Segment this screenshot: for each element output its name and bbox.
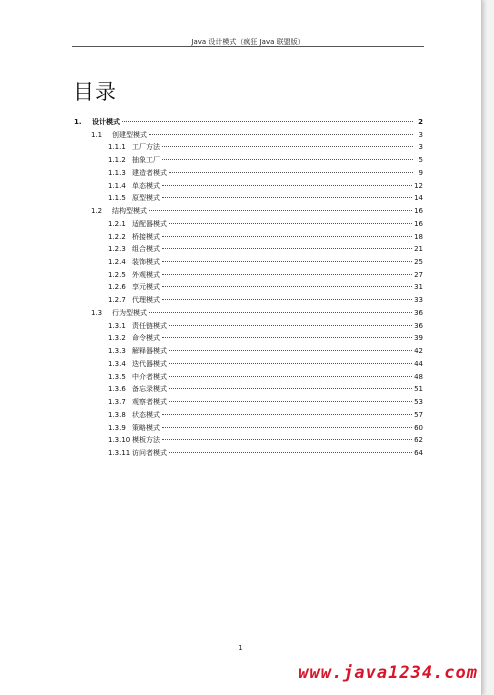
toc-dot-leader	[169, 376, 412, 377]
toc-entry-title: 解释器模式	[132, 347, 167, 356]
toc-dot-leader	[169, 172, 413, 173]
toc-entry[interactable]	[108, 371, 423, 383]
toc-dot-leader	[162, 274, 412, 275]
toc-entry-page: 27	[414, 270, 423, 279]
toc-entry-page: 42	[414, 347, 423, 356]
toc-dot-leader	[162, 414, 412, 415]
watermark: www.java1234.com	[298, 663, 478, 683]
toc-entry-page: 9	[418, 168, 423, 177]
toc-entry-number: 1.3.7	[108, 398, 126, 407]
toc-entry[interactable]	[108, 409, 423, 421]
toc-entry[interactable]	[74, 116, 423, 128]
toc-entry[interactable]	[108, 332, 423, 344]
toc-entry-title: 代理模式	[132, 296, 160, 305]
toc-entry-page: 64	[414, 448, 423, 457]
toc-entry-title: 抽象工厂	[132, 156, 160, 165]
toc-entry-number: 1.2.1	[108, 219, 126, 228]
toc-dot-leader	[149, 210, 412, 211]
toc-entry-number: 1.1.2	[108, 156, 126, 165]
toc-entry-title: 装饰模式	[132, 258, 160, 267]
toc-entry-number: 1.3.11	[108, 448, 131, 457]
toc-entry-title: 建造者模式	[132, 168, 167, 177]
toc-dot-leader	[122, 121, 413, 122]
toc-dot-leader	[169, 401, 412, 402]
toc-dot-leader	[162, 159, 413, 160]
toc-entry-title: 命令模式	[132, 334, 160, 343]
toc-entry-page: 14	[414, 194, 423, 203]
toc-entry-page: 53	[414, 398, 423, 407]
toc-entry-title: 单态模式	[132, 181, 160, 190]
toc-title: 目录	[73, 80, 117, 104]
toc-entry[interactable]	[108, 422, 423, 434]
toc-entry-page: 36	[414, 321, 423, 330]
toc-entry-number: 1.3.3	[108, 347, 126, 356]
toc-entry[interactable]	[108, 396, 423, 408]
toc-entry-title: 模板方法	[132, 436, 160, 445]
toc-entry[interactable]	[108, 320, 423, 332]
toc-entry-title: 创建型模式	[112, 130, 147, 139]
toc-entry[interactable]	[108, 269, 423, 281]
toc-dot-leader	[162, 261, 412, 262]
toc-dot-leader	[169, 325, 412, 326]
toc-entry-page: 36	[414, 308, 423, 317]
toc-entry-page: 16	[414, 219, 423, 228]
toc-entry[interactable]	[108, 167, 423, 179]
toc-dot-leader	[162, 236, 412, 237]
toc-entry-number: 1.3.10	[108, 436, 131, 445]
toc-dot-leader	[169, 223, 412, 224]
toc-dot-leader	[162, 299, 412, 300]
toc-entry-page: 16	[414, 207, 423, 216]
toc-dot-leader	[162, 146, 413, 147]
toc-entry[interactable]	[108, 294, 423, 306]
toc-dot-leader	[162, 248, 412, 249]
toc-entry-page: 31	[414, 283, 423, 292]
toc-entry[interactable]	[108, 218, 423, 230]
toc-entry-number: 1.1.1	[108, 143, 126, 152]
toc-entry-page: 3	[418, 130, 423, 139]
toc-entry-number: 1.3.1	[108, 321, 126, 330]
toc-entry-title: 享元模式	[132, 283, 160, 292]
toc-entry-title: 迭代器模式	[132, 359, 167, 368]
toc-entry-page: 18	[414, 232, 423, 241]
toc-entry-title: 中介者模式	[132, 372, 167, 381]
toc-entry-number: 1.2	[91, 207, 103, 216]
toc-dot-leader	[149, 134, 413, 135]
toc-entry[interactable]	[108, 141, 423, 153]
toc-entry-number: 1.3.9	[108, 423, 126, 432]
toc-entry[interactable]	[91, 307, 423, 319]
toc-entry-title: 工厂方法	[132, 143, 160, 152]
toc-entry-title: 原型模式	[132, 194, 160, 203]
toc-entry-number: 1.1.5	[108, 194, 126, 203]
toc-entry[interactable]	[108, 281, 423, 293]
toc-entry-number: 1.2.3	[108, 245, 126, 254]
toc-entry-number: 1.2.6	[108, 283, 126, 292]
toc-entry-page: 33	[414, 296, 423, 305]
toc-entry-title: 桥接模式	[132, 232, 160, 241]
toc-entry-title: 组合模式	[132, 245, 160, 254]
toc-entry-page: 12	[414, 181, 423, 190]
toc-entry-page: 5	[418, 156, 423, 165]
toc-entry-number: 1.2.4	[108, 258, 126, 267]
toc-entry-page: 2	[418, 118, 423, 126]
toc-dot-leader	[169, 452, 412, 453]
toc-entry-number: 1.1.4	[108, 181, 126, 190]
toc-entry-page: 3	[418, 143, 423, 152]
toc-entry-number: 1.3.6	[108, 385, 126, 394]
toc-entry-number: 1.2.5	[108, 270, 126, 279]
toc-entry-title: 责任链模式	[132, 321, 167, 330]
toc-entry-title: 适配器模式	[132, 219, 167, 228]
toc-entry[interactable]	[108, 243, 423, 255]
toc-entry-page: 21	[414, 245, 423, 254]
toc-entry-page: 25	[414, 258, 423, 267]
toc-entry-title: 状态模式	[132, 410, 160, 419]
toc-entry[interactable]	[108, 256, 423, 268]
toc-entry-title: 行为型模式	[112, 308, 147, 317]
toc-entry[interactable]	[108, 345, 423, 357]
toc-entry-page: 39	[414, 334, 423, 343]
toc-entry[interactable]	[91, 205, 423, 217]
toc-dot-leader	[162, 197, 412, 198]
toc-entry-number: 1.3	[91, 308, 103, 317]
page-number: 1	[238, 644, 243, 652]
toc-entry-page: 51	[414, 385, 423, 394]
toc-entry[interactable]	[91, 129, 423, 141]
toc-entry[interactable]	[108, 192, 423, 204]
toc-entry-number: 1.3.5	[108, 372, 126, 381]
toc-entry-number: 1.1	[91, 130, 103, 139]
toc-entry-title: 访问者模式	[132, 448, 167, 457]
toc-entry-page: 62	[414, 436, 423, 445]
toc-entry[interactable]	[108, 434, 423, 446]
toc-entry[interactable]	[108, 154, 423, 166]
toc-entry-title: 备忘录模式	[132, 385, 167, 394]
toc-entry-title: 外观模式	[132, 270, 160, 279]
running-header: Java 设计模式（疯狂 Java 联盟版）	[191, 38, 305, 46]
toc-dot-leader	[162, 337, 412, 338]
toc-entry[interactable]	[108, 383, 423, 395]
toc-entry-number: 1.2.7	[108, 296, 126, 305]
toc-dot-leader	[162, 286, 412, 287]
toc-dot-leader	[162, 185, 412, 186]
toc-dot-leader	[162, 439, 412, 440]
toc-entry-title: 设计模式	[92, 118, 120, 126]
toc-entry-title: 观察者模式	[132, 398, 167, 407]
toc-dot-leader	[169, 388, 412, 389]
toc-entry[interactable]	[108, 358, 423, 370]
toc-entry-number: 1.2.2	[108, 232, 126, 241]
toc-entry[interactable]	[108, 231, 423, 243]
toc-entry-number: 1.3.8	[108, 410, 126, 419]
toc-entry-page: 44	[414, 359, 423, 368]
toc-entry[interactable]	[108, 180, 423, 192]
toc-entry-page: 48	[414, 372, 423, 381]
toc-entry-page: 57	[414, 410, 423, 419]
toc-entry-title: 结构型模式	[112, 207, 147, 216]
toc-entry-number: 1.3.2	[108, 334, 126, 343]
toc-entry-page: 60	[414, 423, 423, 432]
toc-entry-title: 策略模式	[132, 423, 160, 432]
toc-dot-leader	[162, 427, 412, 428]
toc-entry-number: 1.1.3	[108, 168, 126, 177]
toc-entry[interactable]	[108, 447, 423, 459]
toc-dot-leader	[169, 350, 412, 351]
toc-entry-number: 1.3.4	[108, 359, 126, 368]
toc-dot-leader	[169, 363, 412, 364]
toc-entry-number: 1.	[74, 118, 82, 126]
toc-dot-leader	[149, 312, 412, 313]
